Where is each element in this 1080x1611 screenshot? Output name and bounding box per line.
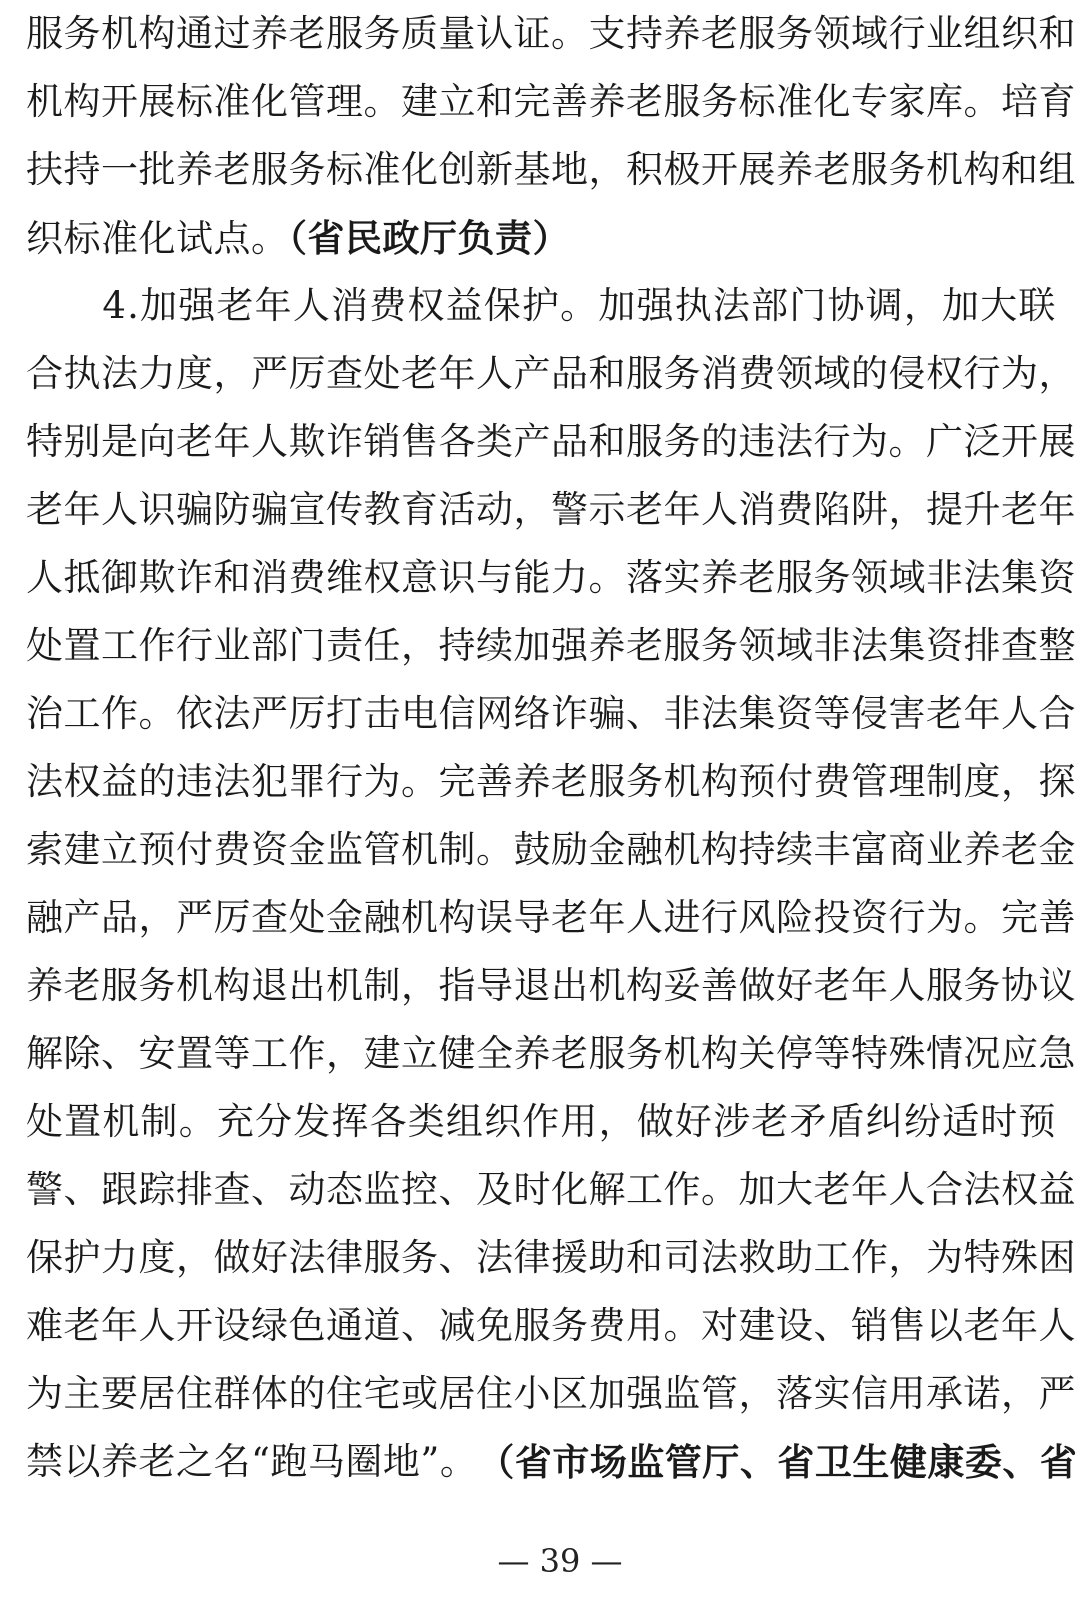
text-line: 解 除 、 安 置 等 工 作 ， 建 立 健 全 养 老 服 务 机 构 关 停 等 特 殊 情 况 应 急 <box>26 1032 1076 1075</box>
text-line: 难 老 年 人 开 设 绿 色 通 道 、 减 免 服 务 费 用 。 对 建 设 、 销 售 以 老 年 人 <box>26 1304 1076 1347</box>
text-line: 为 主 要 居 住 群 体 的 住 宅 或 居 住 小 区 加 强 监 管 ， 落 实 信 用 承 诺 ， 严 <box>26 1372 1076 1415</box>
text-line: 处 置 机 制 。 充 分 发 挥 各 类 组 织 作 用 ， 做 好 涉 老 矛 盾 纠 纷 适 时 预 <box>26 1100 1056 1143</box>
text-line: 合 执 法 力 度 ， 严 厉 查 处 老 年 人 产 品 和 服 务 消 费 领 域 的 侵 权 行 为 ， <box>26 352 1076 395</box>
text-line: 治 工 作 。 依 法 严 厉 打 击 电 信 网 络 诈 骗 、 非 法 集 资 等 侵 害 老 年 人 合 <box>26 692 1076 735</box>
page-number: — 39 — <box>497 1542 623 1580</box>
text-line: 处 置 工 作 行 业 部 门 责 任 ， 持 续 加 强 养 老 服 务 领 域 非 法 集 资 排 查 整 <box>26 624 1076 667</box>
document-body <box>26 0 1078 1496</box>
text-line: 特 别 是 向 老 年 人 欺 诈 销 售 各 类 产 品 和 服 务 的 违 法 行 为 。 广 泛 开 展 <box>26 420 1076 463</box>
text-line: 老 年 人 识 骗 防 骗 宣 传 教 育 活 动 ， 警 示 老 年 人 消 费 陷 阱 ， 提 升 老 年 <box>26 488 1076 531</box>
text-line <box>26 204 1056 272</box>
text-line: 服 务 机 构 通 过 养 老 服 务 质 量 认 证 。 支 持 养 老 服 务 领 域 行 业 组 织 和 <box>26 12 1076 55</box>
text-segment: 织标准化试点。 <box>26 217 289 260</box>
text-line: 融 产 品 ， 严 厉 查 处 金 融 机 构 误 导 老 年 人 进 行 风 险 投 资 行 为 。 完 善 <box>26 896 1076 939</box>
text-line: 机 构 开 展 标 准 化 管 理 。 建 立 和 完 善 养 老 服 务 标 准 化 专 家 库 。 培 育 <box>26 80 1076 123</box>
text-line: 4 . 加 强 老 年 人 消 费 权 益 保 护 。 加 强 执 法 部 门 协 调 ， 加 大 联 <box>102 284 1056 327</box>
text-line: 人 抵 御 欺 诈 和 消 费 维 权 意 识 与 能 力 。 落 实 养 老 服 务 领 域 非 法 集 资 <box>26 556 1076 599</box>
bold-text-segment: （省民政厅负责） <box>288 216 570 260</box>
text-line: 禁 以 养 老 之 名 “ 跑 马 圈 地 ” 。 （ 省 市 场 监 管 厅 、 省 卫 生 健 康 委 、 省 <box>26 1440 1078 1484</box>
text-line: 养 老 服 务 机 构 退 出 机 制 ， 指 导 退 出 机 构 妥 善 做 好 老 年 人 服 务 协 议 <box>26 964 1076 1007</box>
text-line: 警 、 跟 踪 排 查 、 动 态 监 控 、 及 时 化 解 工 作 。 加 大 老 年 人 合 法 权 益 <box>26 1168 1076 1211</box>
text-line: 保 护 力 度 ， 做 好 法 律 服 务 、 法 律 援 助 和 司 法 救 助 工 作 ， 为 特 殊 困 <box>26 1236 1076 1279</box>
text-line: 索 建 立 预 付 费 资 金 监 管 机 制 。 鼓 励 金 融 机 构 持 续 丰 富 商 业 养 老 金 <box>26 828 1076 871</box>
text-line: 法 权 益 的 违 法 犯 罪 行 为 。 完 善 养 老 服 务 机 构 预 付 费 管 理 制 度 ， 探 <box>26 760 1076 803</box>
document-page <box>26 0 1078 1496</box>
text-line: 扶 持 一 批 养 老 服 务 标 准 化 创 新 基 地 ， 积 极 开 展 养 老 服 务 机 构 和 组 <box>26 148 1076 191</box>
